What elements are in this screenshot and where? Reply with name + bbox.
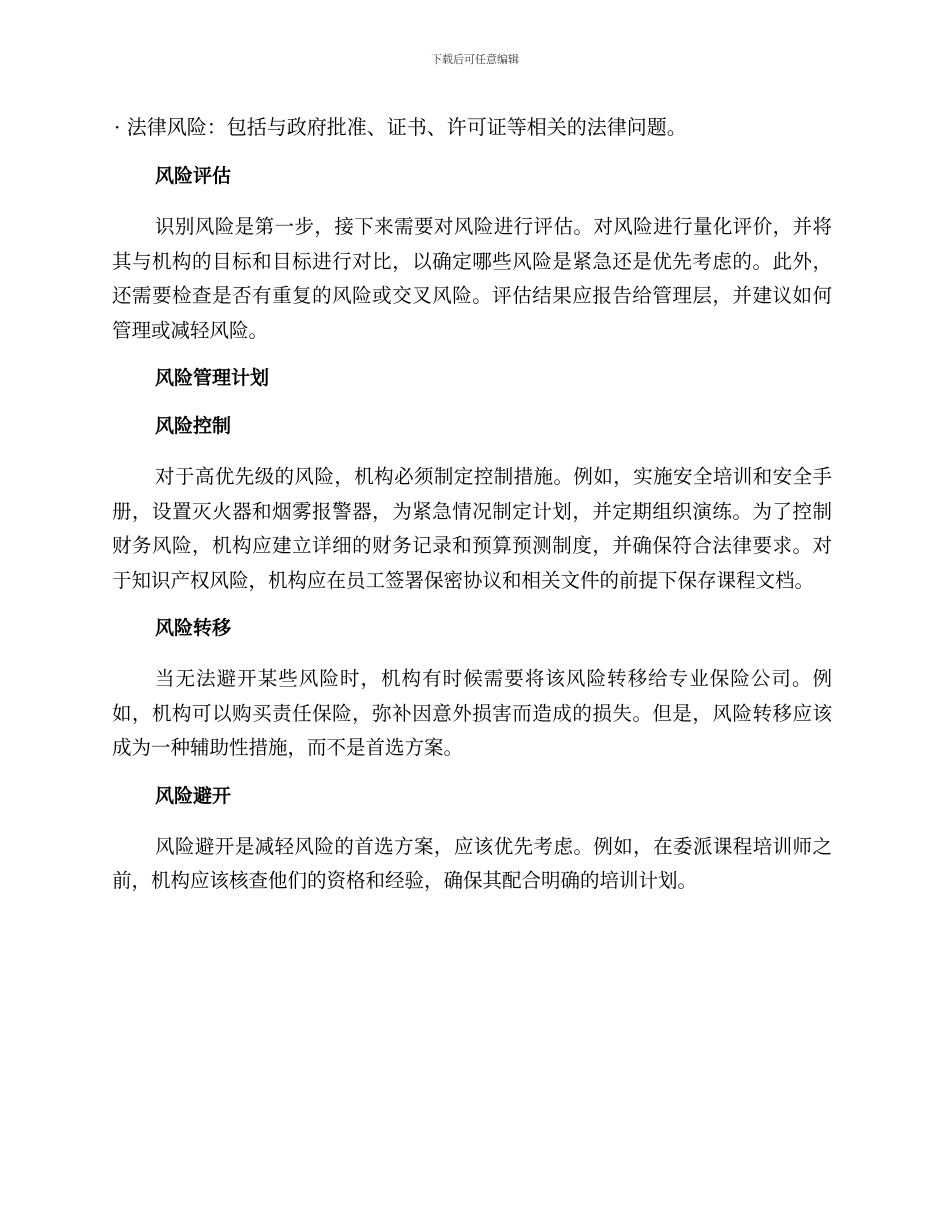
paragraph-risk-assessment: 识别风险是第一步，接下来需要对风险进行评估。对风险进行量化评价，并将其与机构的目标和目标进行对比，以确定哪些风险是紧急还是优先考虑的。此外，还需要检查是否有重复的风险或交叉风险。评估结果应报告给管理层，并建议如何管理或减轻风险。: [112, 215, 832, 342]
heading-risk-management-plan: 风险管理计划: [155, 367, 270, 389]
page-header: 下载后可任意编辑: [431, 53, 519, 66]
bullet-legal-risk: · 法律风险：包括与政府批准、证书、许可证等相关的法律问题。: [114, 115, 687, 139]
heading-risk-avoidance: 风险避开: [155, 784, 232, 807]
document-body: [112, 110, 832, 915]
paragraph-risk-control: 对于高优先级的风险，机构必须制定控制措施。例如，实施安全培训和安全手册，设置灭火器和烟雾报警器，为紧急情况制定计划，并定期组织演练。为了控制财务风险，机构应建立详细的财务记录和预算预测制度，并确保符合法律要求。对于知识产权风险，机构应在员工签署保密协议和相关文件的前提下保存课程文档。: [112, 465, 832, 592]
heading-risk-assessment: 风险评估: [155, 165, 232, 187]
heading-risk-transfer: 风险转移: [155, 617, 232, 639]
paragraph-risk-avoidance: 风险避开是减轻风险的首选方案，应该优先考虑。例如，在委派课程培训师之前，机构应该核查他们的资格和经验，确保其配合明确的培训计划。: [112, 834, 832, 892]
paragraph-risk-transfer: 当无法避开某些风险时，机构有时候需要将该风险转移给专业保险公司。例如，机构可以购买责任保险，弥补因意外损害而造成的损失。但是，风险转移应该成为一种辅助性措施，而不是首选方案。: [112, 667, 832, 759]
heading-risk-control: 风险控制: [155, 415, 232, 437]
